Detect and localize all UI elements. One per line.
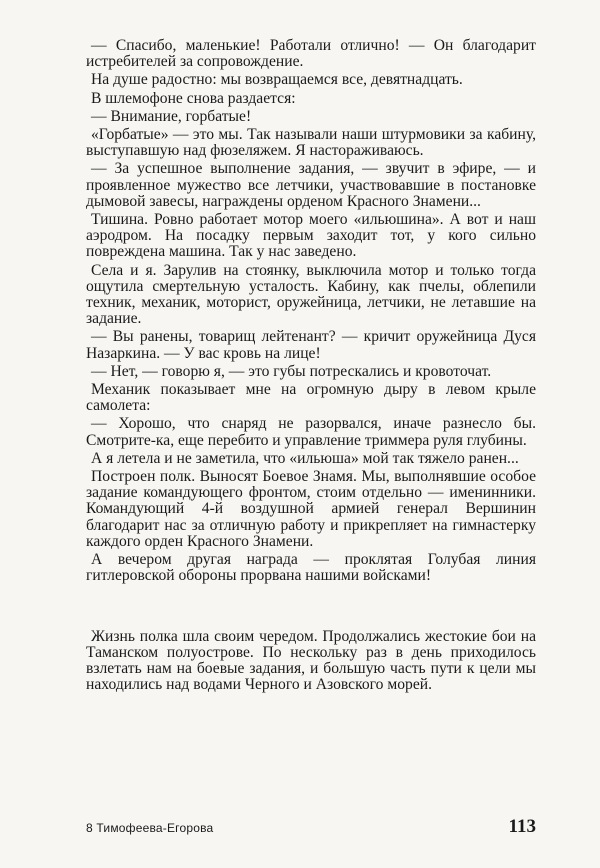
paragraph: — Нет, — говорю я, — это губы потрескались и кровоточат. <box>91 362 492 380</box>
paragraph: — За успешное выполнение задания, — звучит в эфире, — и проявленное мужество все летчики, участвовавшие в постановке дымовой завесы, награждены орденом Красного Знамени... <box>86 160 536 210</box>
paragraph: На душе радостно: мы возвращаемся все, девятнадцать. <box>91 71 463 89</box>
paragraph: Построен полк. Выносят Боевое Знамя. Мы, выполнявшие особое задание командующего фронтом, стоим отдельно — именинники. Командующий 4-й воздушной армией генерал Вершинин благодарит нас за отличную работу и прикрепляет на гимнастерку каждого орден Красного Знамени. <box>86 468 536 550</box>
page-number: 113 <box>508 816 536 837</box>
paragraph: — Спасибо, маленькие! Работали отлично! — Он благодарит истребителей за сопровождение. <box>86 37 536 71</box>
paragraph: — Внимание, горбатые! <box>91 107 252 125</box>
paragraph: Жизнь полка шла своим чередом. Продолжались жестокие бои на Таманском полуострове. По нескольку раз в день приходилось взлетать нам на боевые задания, и большую часть пути к цели мы находились над водами Черного и Азовского морей. <box>86 627 536 694</box>
page-footer <box>86 816 536 838</box>
paragraph: А я летела и не заметила, что «ильюша» мой так тяжело ранен... <box>91 449 519 467</box>
paragraph: Механик показывает мне на огромную дыру в левом крыле самолета: <box>86 381 536 415</box>
paragraph: — Вы ранены, товарищ лейтенант? — кричит оружейница Дуся Назаркина. — У вас кровь на лице! <box>86 328 536 362</box>
paragraph: А вечером другая награда — проклятая Голубая линия гитлеровской обороны прорвана нашими войсками! <box>86 551 536 585</box>
paragraph: Села и я. Зарулив на стоянку, выключила мотор и только тогда ощутила смертельную усталость. Кабину, как пчелы, облепили техник, механик, моторист, оружейница, летчики, не летавшие на задание. <box>86 261 536 328</box>
printer-signature: 8 Тимофеева-Егорова <box>86 821 214 835</box>
paragraph: «Горбатые» — это мы. Так называли наши штурмовики за кабину, выступавшую над фюзеляжем. Я настораживаюсь. <box>86 126 536 160</box>
page-body <box>86 38 536 693</box>
paragraph: В шлемофоне снова раздается: <box>91 89 296 107</box>
paragraph: Тишина. Ровно работает мотор моего «ильюшина». А вот и наш аэродром. На посадку первым заходит тот, у кого сильно повреждена машина. Так у нас заведено. <box>86 211 536 261</box>
section-break <box>86 585 536 629</box>
paragraph: — Хорошо, что снаряд не разорвался, иначе разнесло бы. Смотрите-ка, еще перебито и управление триммера руля глубины. <box>86 415 536 449</box>
